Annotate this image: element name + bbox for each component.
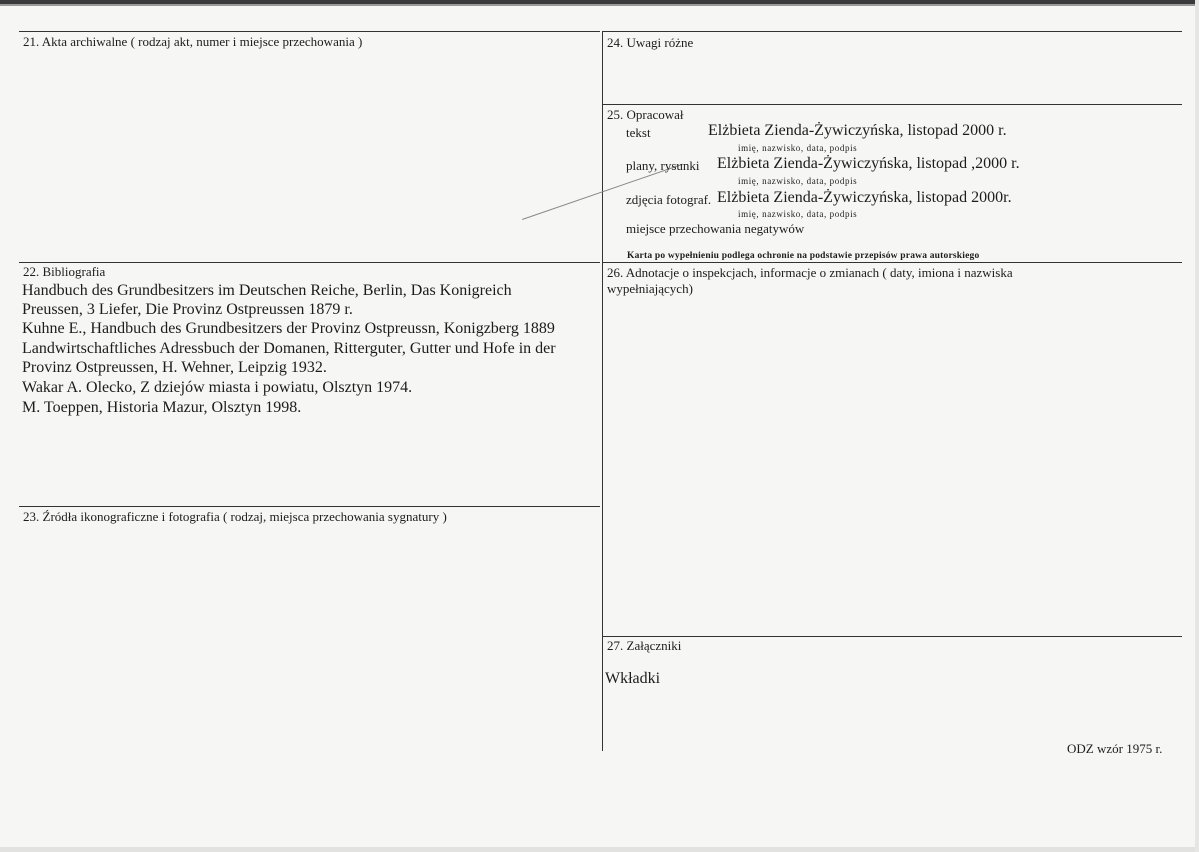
rule-22-23 [19,506,600,507]
scan-top-shadow [0,4,1199,6]
section-26-label: 26. Adnotacje o inspekcjach, informacje o zmianach ( daty, imiona i nazwiska [607,265,1013,280]
section-25-label: 25. Opracował [607,107,684,122]
author-row-value: Elżbieta Zienda-Żywiczyńska, listopad 2000 r. [708,122,1007,139]
form-version: ODZ wzór 1975 r. [1067,741,1163,756]
rule-24-25 [602,104,1182,105]
section-22-label: 22. Bibliografia [23,264,106,279]
rule-25-26 [602,262,1182,263]
bibliography-line: Kuhne E., Handbuch des Grundbesitzers der Provinz Ostpreussn, Konigzberg 1889 [22,320,555,337]
author-row-sub: imię, nazwisko, data, podpis [738,209,858,219]
section-24-label: 24. Uwagi różne [607,35,694,50]
rule-21-22 [19,262,600,263]
copyright-note: Karta po wypełnieniu podlega ochronie na podstawie przepisów prawa autorskiego [627,251,980,261]
scan-bottom-edge [0,847,1199,852]
rule-top-right [602,31,1182,32]
bibliography-line: Handbuch des Grundbesitzers im Deutschen Reiche, Berlin, Das Konigreich [22,282,512,299]
author-row-key: zdjęcia fotograf. [626,192,712,207]
bibliography-line: Preussen, 3 Liefer, Die Provinz Ostpreussen 1879 r. [22,301,353,318]
section-23-label: 23. Źródła ikonograficzne i fotografia ( rodzaj, miejsca przechowania sygnatury ) [23,509,447,524]
bibliography-line: Landwirtschaftliches Adressbuch der Domanen, Ritterguter, Gutter und Hofe in der [22,340,556,357]
rule-center-vertical [602,31,603,751]
author-row-value: Elżbieta Zienda-Żywiczyńska, listopad ,2000 r. [717,155,1020,172]
author-row-value: Elżbieta Zienda-Żywiczyńska, listopad 2000r. [717,189,1012,206]
rule-top-left [19,31,600,32]
bibliography-line: M. Toeppen, Historia Mazur, Olsztyn 1998. [22,399,302,416]
section-26-label-cont: wypełniających) [607,281,693,296]
scan-right-edge [1195,0,1199,852]
section-27-label: 27. Załączniki [607,638,682,653]
author-row-key: plany, rysunki [626,158,700,173]
bibliography-line: Provinz Ostpreussen, H. Wehner, Leipzig 1932. [22,359,327,376]
section-21-label: 21. Akta archiwalne ( rodzaj akt, numer i miejsce przechowania ) [23,34,363,49]
rule-26-27 [602,636,1182,637]
negatives-location-label: miejsce przechowania negatywów [626,221,805,236]
bibliography-line: Wakar A. Olecko, Z dziejów miasta i powiatu, Olsztyn 1974. [22,379,413,396]
author-row-sub: imię, nazwisko, data, podpis [738,176,858,186]
author-row-sub: imię, nazwisko, data, podpis [738,143,858,153]
author-row-key: tekst [626,125,651,140]
attachments-value: Wkładki [605,670,661,687]
